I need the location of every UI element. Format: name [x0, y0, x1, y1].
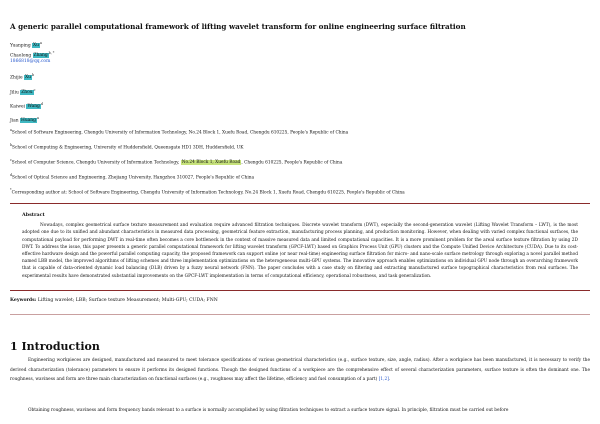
author-3: Zhijie Xu$^b$ — [10, 73, 35, 81]
intro-paragraph-1: Engineering workpieces are designed, manufactured and measured to meet tolerance specifications of various geometrical characteristics (e.g., surface texture, size, angle, radius). After a workpiece has been manufactured, it is necessary to verify the derived characterization (tolerance) parameters to ensure it performs its designed functions. Though the designed functions of a workpiece are the comprehensive effect of several characterization parameters, surface texture is often the dominant one. The roughness, waviness and form are three main characterization on functional surfaces (e.g., roughness may affect the lifetime, efficiency and fuel consumption of a part) [1,2]. — [10, 358, 590, 382]
address-highlight: No.24 Block 1, Xuefu Road — [181, 160, 241, 166]
abstract-text: Nowadays, complex geometrical surface texture measurement and evaluation require advanced filtration techniques. Discrete wavelet transform (DWT), especially the second-generation wavelet (Lifting Wavelet Transform – LWT), is the most adopted one due to its unified and abundant characteristics in measured data processing, geometrical feature extraction, manufacturing process planning, and production monitoring. However, when dealing with varied complex functional surfaces, the computational payload for performing DWT in real-time often becomes a core bottleneck in the context of massive measured data and limited computational capacities. It is a more prominent problem for the areal surface texture filtration by using 2D DWT. To address the issue, this paper presents a generic parallel computational framework for lifting wavelet transform (GPCF-LWT) based on Graphics Process Unit (GPU) clusters and the Compute Unified Device Architecture (CUDA). Due to its cost-effective hardware design and the powerful parallel computing capacity, the proposed framework can support online (or near real-time) engineering surface filtration for micro- and nano-scale surface metrology through exploring a novel parallel method named LBB model, the improved algorithms of lifting schemes and three implementation optimizations on the heterogeneous multi-GPU systems. The innovative approach enables optimizations on individual GPU node through an overarching framework that is capable of data-oriented dynamic load balancing (DLB) driven by a fuzzy neural network (FNN). The paper concludes with a case study on filtering and extracting manufactured surface topographical characteristics from real surfaces. The experimental results have demonstrated substantial improvements on the GPCF-LWT implementation in terms of computational efficiency, operational robustness, and task generalization. — [22, 223, 578, 279]
keywords-label: Keywords: — [10, 298, 37, 303]
author-surname-highlight: Huang — [21, 118, 36, 124]
author-email-link[interactable]: 1866818@qq.com — [10, 59, 51, 64]
author-surname-highlight: Xu — [33, 43, 40, 49]
citation-link[interactable]: [1,2] — [378, 377, 389, 382]
abstract-heading: Abstract — [22, 212, 45, 218]
keywords-line — [10, 298, 590, 303]
keywords-divider — [10, 314, 590, 315]
section-heading: 1 Introduction — [10, 340, 100, 353]
author-2: Chaolong Zhang$^{b, *}$ — [10, 51, 55, 59]
author-surname-highlight: Zhang — [33, 53, 48, 59]
affiliation-c: $^c$School of Computer Science, Chengdu University of Information Technology, No.24 Block 1, Xuefu Road, Chengdu 610225, People's Republic of China — [10, 158, 343, 166]
header-divider — [10, 203, 590, 204]
author-surname-highlight: Xu — [25, 75, 32, 81]
intro-paragraph-2: Obtaining roughness, waviness and form frequency bands relevant to a surface is normally accomplished by using filtration techniques to extract a surface texture signal. In principle, filtration must be carried out before — [28, 408, 509, 413]
affiliation-b: $^b$School of Computing & Engineering, University of Huddersfield, Queensgate HD1 3DH, Huddersfield, UK — [10, 143, 244, 151]
abstract-divider — [10, 290, 590, 291]
keywords-text: Lifting wavelet; LBB; Surface texture Measurement; Multi-GPU; CUDA; FNN — [36, 298, 218, 303]
author-5: Kaiwei Wang$^d$ — [10, 102, 43, 110]
corresponding-author-note: *Corresponding author at: School of Software Engineering, Chengdu University of Information Technology, No.24 Block 1, Xuefu Road, Chengdu 610225, People's Republic of China — [10, 188, 405, 196]
affiliation-d: $^d$School of Optical Science and Engineering, Zhejiang University, Hangzhou 310027, People's Republic of China — [10, 173, 255, 181]
paper-title: A generic parallel computational framework of lifting wavelet transform for online engineering surface filtration — [10, 22, 466, 31]
author-1: Yuanping Xu$^a$ — [10, 41, 42, 49]
abstract-block — [22, 212, 578, 280]
affiliation-a: $^a$School of Software Engineering, Chengdu University of Information Technology, No.24 Block 1, Xuefu Road, Chengdu 610225, People's Republic of China — [10, 128, 349, 136]
author-surname-highlight: Zhou — [21, 90, 33, 96]
author-surname-highlight: Wang — [27, 104, 40, 110]
author-4: Jiliu Zhou$^c$ — [10, 88, 36, 96]
author-6: Jian Huang$^a$ — [10, 116, 39, 124]
